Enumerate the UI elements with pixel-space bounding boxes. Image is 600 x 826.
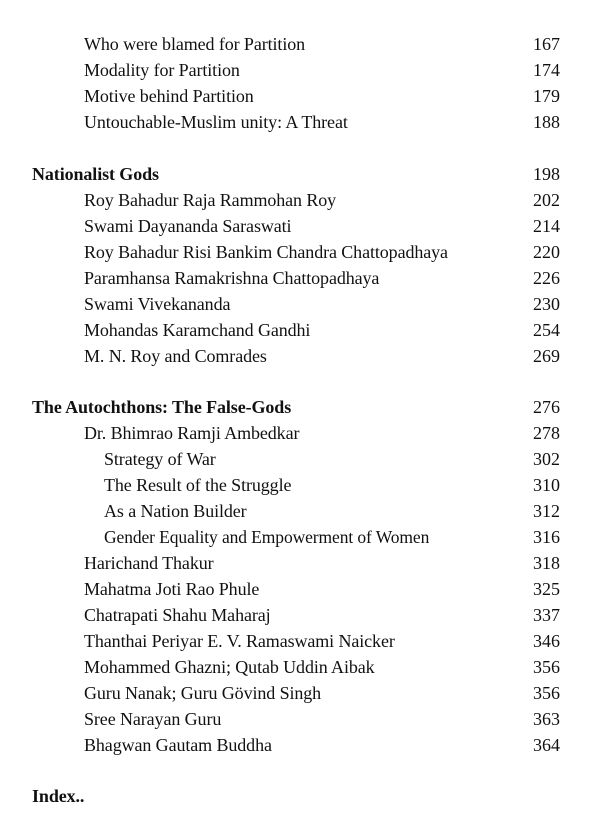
toc-entry: [0, 732, 600, 758]
toc-entry-title: Mohandas Karamchand Gandhi: [84, 320, 311, 340]
toc-entry: [0, 31, 600, 57]
toc-entry-title: Mahatma Joti Rao Phule: [84, 579, 260, 599]
toc-entry-page: 346: [533, 631, 560, 651]
toc-section-heading: [0, 394, 600, 420]
toc-entry-title: Sree Narayan Guru: [84, 709, 222, 729]
toc-heading-title: The Autochthons: The False-Gods: [32, 397, 292, 417]
toc-entry: [0, 213, 600, 239]
toc-section-heading: [0, 161, 600, 187]
toc-subentry-page: 316: [533, 527, 560, 547]
toc-entry-title: M. N. Roy and Comrades: [84, 346, 267, 366]
toc-entry: [0, 602, 600, 628]
toc-subentry-title: As a Nation Builder: [104, 501, 247, 521]
toc-entry-page: 179: [533, 86, 560, 106]
toc-entry: [0, 239, 600, 265]
toc-entry-page: 364: [533, 735, 560, 755]
toc-entry-page: 214: [533, 216, 560, 236]
toc-entry-title: Chatrapati Shahu Maharaj: [84, 605, 271, 625]
toc-entry-page: 188: [533, 112, 560, 132]
toc-entry-title: Paramhansa Ramakrishna Chattopadhaya: [84, 268, 380, 288]
toc-entry: [0, 317, 600, 343]
toc-entry: [0, 57, 600, 83]
toc-entry-page: 356: [533, 683, 560, 703]
toc-entry: [0, 680, 600, 706]
toc-entry-page: 202: [533, 190, 560, 210]
toc-entry: [0, 628, 600, 654]
toc-subentry-page: 312: [533, 501, 560, 521]
toc-entry-title: Mohammed Ghazni; Qutab Uddin Aibak: [84, 657, 375, 677]
toc-entry: [0, 265, 600, 291]
toc-subentry: [0, 524, 600, 550]
toc-entry-page: 318: [533, 553, 560, 573]
toc-subentry-title: The Result of the Struggle: [104, 475, 292, 495]
toc-subentry-title: Strategy of War: [104, 449, 216, 469]
toc-subentry-page: 302: [533, 449, 560, 469]
toc-entry-title: Thanthai Periyar E. V. Ramaswami Naicker: [84, 631, 395, 651]
toc-entry: [0, 109, 600, 135]
toc-entry-title: Untouchable-Muslim unity: A Threat: [84, 112, 348, 132]
toc-entry-title: Dr. Bhimrao Ramji Ambedkar: [84, 423, 300, 443]
toc-entry: [0, 343, 600, 369]
toc-subentry: [0, 446, 600, 472]
toc-index-title: Index..: [32, 786, 85, 806]
toc-entry: [0, 83, 600, 109]
toc-entry-page: 220: [533, 242, 560, 262]
toc-entry-page: 325: [533, 579, 560, 599]
toc-entry-title: Modality for Partition: [84, 60, 240, 80]
toc-entry-page: 363: [533, 709, 560, 729]
toc-entry-title: Bhagwan Gautam Buddha: [84, 735, 272, 755]
toc-entry-page: 226: [533, 268, 560, 288]
toc-entry-title: Who were blamed for Partition: [84, 34, 306, 54]
toc-entry-page: 269: [533, 346, 560, 366]
toc-entry: [0, 550, 600, 576]
toc-entry-page: 174: [533, 60, 560, 80]
toc-index-heading: [0, 783, 600, 809]
toc-subentry-page: 310: [533, 475, 560, 495]
toc-entry-title: Motive behind Partition: [84, 86, 254, 106]
toc-entry: [0, 187, 600, 213]
toc-entry: [0, 706, 600, 732]
toc-entry-title: Swami Vivekananda: [84, 294, 231, 314]
toc-entry-title: Guru Nanak; Guru Gövind Singh: [84, 683, 322, 703]
toc-entry: [0, 420, 600, 446]
toc-heading-page: 198: [533, 164, 560, 184]
toc-subentry: [0, 472, 600, 498]
toc-entry-page: 356: [533, 657, 560, 677]
toc-entry-page: 278: [533, 423, 560, 443]
toc-entry-title: Swami Dayananda Saraswati: [84, 216, 292, 236]
toc-entry: [0, 654, 600, 680]
toc-heading-page: 276: [533, 397, 560, 417]
toc-subentry-title: Gender Equality and Empowerment of Women: [104, 527, 430, 547]
toc-entry-page: 254: [533, 320, 560, 340]
toc-entry-page: 167: [533, 34, 560, 54]
toc-entry: [0, 291, 600, 317]
toc-entry-title: Roy Bahadur Risi Bankim Chandra Chattopadhaya: [84, 242, 448, 262]
toc-heading-title: Nationalist Gods: [32, 164, 159, 184]
toc-subentry: [0, 498, 600, 524]
toc-entry: [0, 576, 600, 602]
toc-entry-page: 337: [533, 605, 560, 625]
toc-entry-page: 230: [533, 294, 560, 314]
toc-entry-title: Roy Bahadur Raja Rammohan Roy: [84, 190, 337, 210]
toc-entry-title: Harichand Thakur: [84, 553, 214, 573]
